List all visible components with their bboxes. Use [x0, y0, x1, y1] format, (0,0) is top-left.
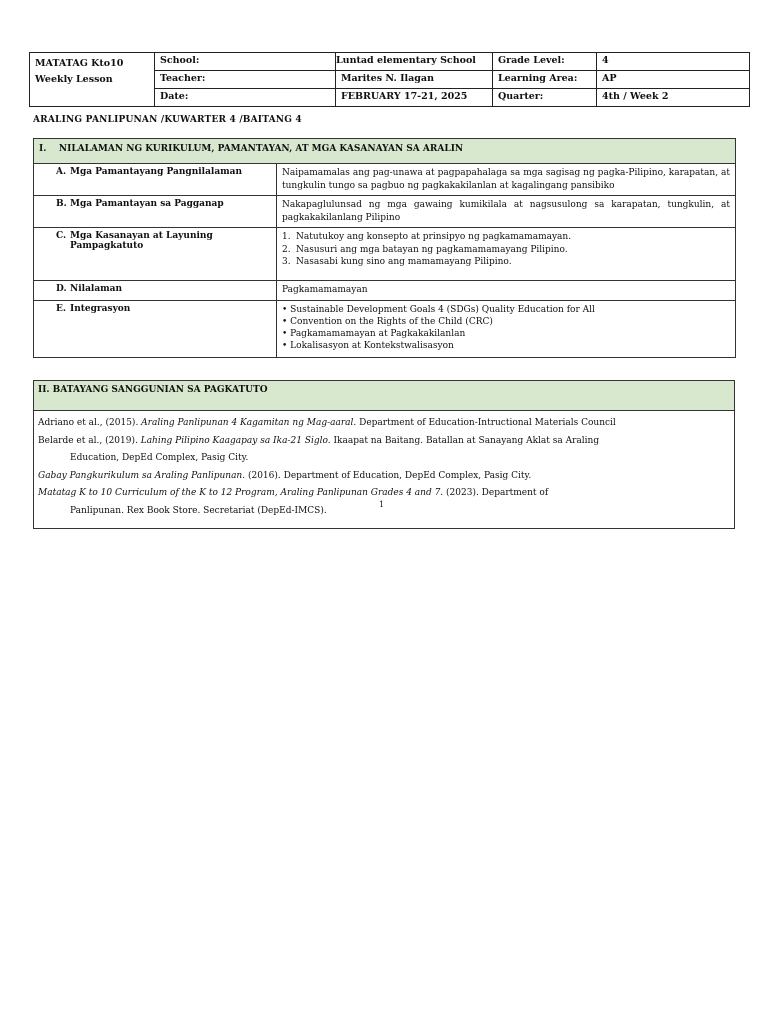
program-line1: MATATAG Kto10 — [35, 58, 124, 69]
learning-competencies-value — [277, 228, 736, 281]
performance-standards-label: B. Mga Pamantayan sa Pagganap — [34, 196, 277, 228]
integration-label: E. Integrasyon — [34, 301, 277, 358]
list-item: • Lokalisasyon at Kontekstwalisasyon — [282, 341, 454, 351]
section2-title: II. BATAYANG SANGGUNIAN SA PAGKATUTO — [34, 381, 734, 411]
list-item: • Sustainable Development Goals 4 (SDGs) Quality Education for All — [282, 305, 595, 315]
quarter-value: 4th / Week 2 — [597, 89, 750, 107]
content-value: Pagkamamamayan — [277, 281, 736, 301]
content-label: D. Nilalaman — [34, 281, 277, 301]
subject-line: ARALING PANLIPUNAN /KUWARTER 4 /BAITANG 4 — [33, 115, 302, 125]
reference-item: Belarde et al., (2019). Lahing Pilipino Kaagapay sa Ika-21 Siglo. Ikaapat na Baitang. Batallan at Sanayang Aklat sa Araling Education, DepEd Complex, Pasig City. — [38, 435, 600, 463]
list-item: 3. Nasasabi kung sino ang mamamayang Pilipino. — [282, 257, 512, 267]
program-line2: Weekly Lesson — [35, 74, 113, 85]
learning-area-value: AP — [597, 71, 750, 89]
reference-item: Adriano et al., (2015). Araling Panlipunan 4 Kagamitan ng Mag-aaral. Department of Education-Intructional Materials Council — [38, 418, 616, 428]
integration-value — [277, 301, 736, 358]
school-value: Luntad elementary School — [336, 53, 493, 71]
reference-item: Matatag K to 10 Curriculum of the K to 12 Program, Araling Panlipunan Grades 4 and 7. (2023). Department of Panlipunan. Rex Book Store. Secretariat (DepEd-IMCS). — [38, 488, 549, 516]
date-label: Date: — [155, 89, 336, 107]
quarter-label: Quarter: — [493, 89, 597, 107]
school-label: School: — [155, 53, 336, 71]
grade-level-value: 4 — [597, 53, 750, 71]
teacher-value: Marites N. Ilagan — [336, 71, 493, 89]
list-item: • Convention on the Rights of the Child (CRC) — [282, 317, 493, 327]
list-item: • Pagkamamamayan at Pagkakakilanlan — [282, 329, 466, 339]
grade-level-label: Grade Level: — [493, 53, 597, 71]
list-item: 2. Nasusuri ang mga batayan ng pagkamamamayang Pilipino. — [282, 244, 568, 255]
program-cell — [30, 53, 155, 107]
learning-competencies-label: C. Mga Kasanayan at Layuning Pampagkatuto — [34, 228, 277, 281]
curriculum-table — [33, 138, 736, 358]
date-value: FEBRUARY 17-21, 2025 — [336, 89, 493, 107]
teacher-label: Teacher: — [155, 71, 336, 89]
list-item: 1. Natutukoy ang konsepto at prinsipyo ng pagkamamamayan. — [282, 232, 572, 242]
lesson-header-table — [29, 52, 750, 107]
reference-item: Gabay Pangkurikulum sa Araling Panlipunan. (2016). Department of Education, DepEd Complex, Pasig City. — [38, 470, 532, 481]
content-standards-value: Naipamamalas ang pag-unawa at pagpapahalaga sa mga sagisag ng pagka-Pilipino, karapatan, at tungkulin tungo sa pagbuo ng pagkakakilanlan at kagalingang pansibiko — [277, 164, 736, 196]
learning-area-label: Learning Area: — [493, 71, 597, 89]
section1-title: I. NILALAMAN NG KURIKULUM, PAMANTAYAN, AT MGA KASANAYAN SA ARALIN — [34, 139, 736, 164]
performance-standards-value: Nakapaglulunsad ng mga gawaing kumikilala at nagsusulong sa karapatan, tungkulin, at pagkakakilanlang Pilipino — [277, 196, 736, 228]
page-number: 1 — [379, 500, 385, 509]
content-standards-label: A. Mga Pamantayang Pangnilalaman — [34, 164, 277, 196]
